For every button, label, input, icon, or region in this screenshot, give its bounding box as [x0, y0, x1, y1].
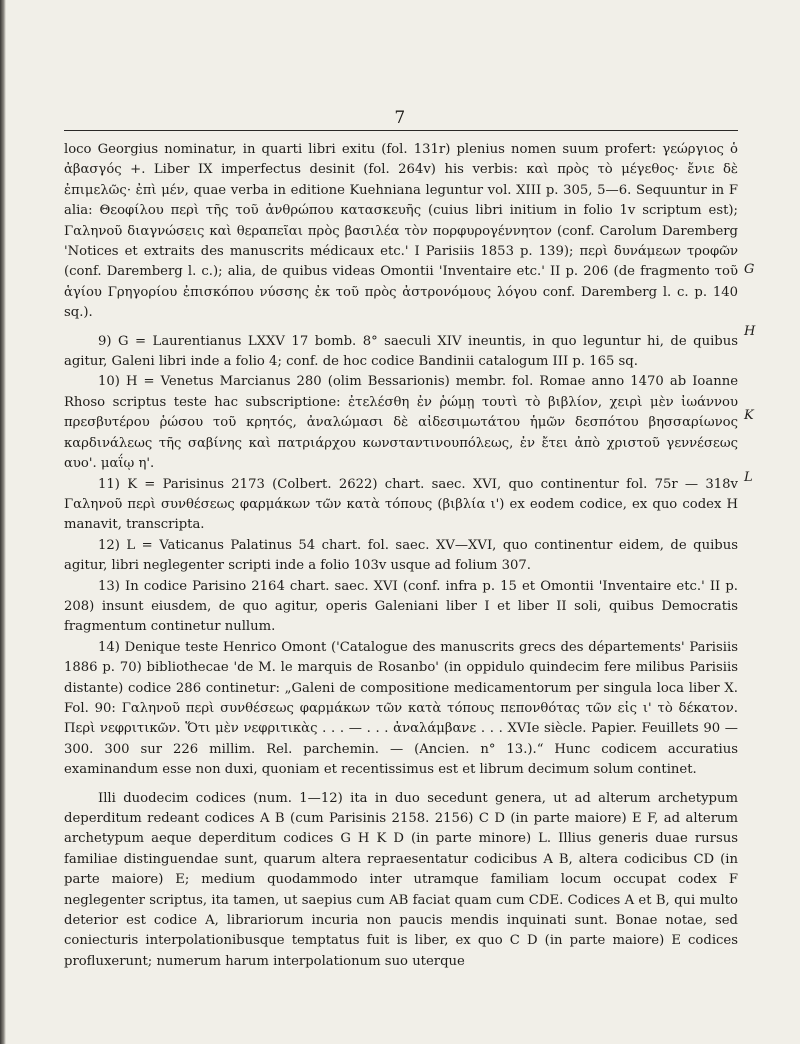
header-rule	[64, 130, 738, 131]
margin-siglum: K	[744, 408, 754, 423]
paragraph-1: loco Georgius nominatur, in quarti libri exitu (fol. 131r) plenius nomen suum profert: γεώργιος ὁ ἀβασγός +. Liber IX imperfectus desinit (fol. 264v) his verbis: καὶ πρὸς τὸ μέγεθος· ἔνιε δὲ ἐπιμελῶς· ἐπὶ μέν, quae verba in editione Kuehniana leguntur vol. XIII p. 305, 5—6. Sequuntur in F alia: Θεοφίλου περὶ τῆς τοῦ ἀνθρώπου κατασκευῆς (cuius libri initium in folio 1v scriptum est); Γαληνοῦ διαγνώσεις καὶ θεραπεῖαι πρὸς βασιλέα τὸν πορφυρογέννητον (conf. Carolum Daremberg 'Notices et extraits des manuscrits médicaux etc.' I Parisiis 1853 p. 139); περὶ δυνάμεων τροφῶν (conf. Daremberg l. c.); alia, de quibus videas Omontii 'Inventaire etc.' II p. 206 (de fragmento τοῦ ἁγίου Γρηγορίου ἐπισκόπου νύσσης ἐκ τοῦ πρὸς ἀστρονόμους λόγου conf. Daremberg l. c. p. 140 sq.).	[64, 142, 738, 321]
page-binding-edge	[0, 0, 6, 1044]
paragraph-7: 14) Denique teste Henrico Omont ('Catalogue des manuscrits grecs des départements' Parisiis 1886 p. 70) bibliothecae 'de M. le marquis de Rosanbo' (in oppidulo quindecim fere milibus Parisiis distante) codice 286 continetur: „Galeni de compositione medicamentorum per singula loca liber X. Fol. 90: Γαληνοῦ περὶ συνθέσεως φαρμάκων τῶν κατὰ τόπους πεπονθότας τῶν εἰς ι' τὸ δέκατον. Περὶ νεφριτικῶν. Ὅτι μὲν νεφριτικὰς . . . — . . . ἀναλάμβανε . . . XVIe siècle. Papier. Feuillets 90 — 300. 300 sur 226 millim. Rel. parchemin. — (Ancien. n° 13.).“ Hunc codicem accuratius examinandum esse non duxi, quoniam et recentissimus est et librum decimum solum continet.	[64, 639, 738, 778]
page-number: 7	[394, 108, 406, 128]
margin-siglum: L	[744, 470, 753, 485]
paragraph-4: 11) K = Parisinus 2173 (Colbert. 2622) chart. saec. XVI, quo continentur fol. 75r — 318v Γαληνοῦ περὶ συνθέσεως φαρμάκων τῶν κατὰ τόπους (βιβλία ι') ex eodem codice, ex quo codex H manavit, transcripta.	[64, 476, 738, 533]
paragraph-5: 12) L = Vaticanus Palatinus 54 chart. fol. saec. XV—XVI, quo continentur eidem, de quibus agitur, libri neglegenter scripti inde a folio 103v usque ad folium 307.	[64, 537, 738, 574]
paragraph-2: 9) G = Laurentianus LXXV 17 bomb. 8° saeculi XIV ineuntis, in quo leguntur hi, de quibus agitur, Galeni libri inde a folio 4; conf. de hoc codice Bandinii catalogum III p. 165 sq.	[64, 333, 738, 370]
paragraph-6: 13) In codice Parisino 2164 chart. saec. XVI (conf. infra p. 15 et Omontii 'Inventaire etc.' II p. 208) insunt eiusdem, de quo agitur, operis Galeniani liber I et liber II soli, quibus Democratis fragmentum continetur nullum.	[64, 578, 738, 635]
paragraph-3: 10) H = Venetus Marcianus 280 (olim Bessarionis) membr. fol. Romae anno 1470 ab Ioanne Rhoso scriptus teste hac subscriptione: ἐτελέσθη ἐν ῥώμῃ τουτὶ τὸ βιβλίον, χειρὶ μὲν ἰωάννου πρεσβυτέρου ῥώσου τοῦ κρητός, ἀναλώμασι δὲ αἰδεσιμωτάτου ἡμῶν δεσπότου βησσαρίωνος καρδινάλεως τῆς σαβίνης καὶ πατριάρχου κωνσταντινουπόλεως, ἐν ἔτει ἀπὸ χριστοῦ γεννέσεως αυο'. μαΐῳ η'.	[64, 374, 738, 472]
main-text	[64, 140, 738, 972]
margin-siglum: H	[744, 324, 756, 339]
paragraph-8: Illi duodecim codices (num. 1—12) ita in duo secedunt genera, ut ad alterum archetypum deperditum redeant codices A B (cum Parisinis 2158. 2156) C D (in parte maiore) E F, ad alterum archetypum aeque deperditum codices G H K D (in parte minore) L. Illius generis duae rursus familiae distinguendae sunt, quarum altera repraesentatur codicibus A B, altera codicibus CD (in parte maiore) E; medium quodammodo inter utramque familiam locum occupat codex F neglegenter scriptus, ita tamen, ut saepius cum AB faciat quam cum CDE. Codices A et B, qui multo deterior est codice A, librariorum incuria non paucis mendis inquinati sunt. Bonae notae, sed coniecturis interpolationibusque temptatus fuit is liber, ex quo C D (in parte maiore) E codices profluxerunt; numerum harum interpolationum suo uterque	[64, 790, 738, 969]
margin-siglum: G	[744, 262, 755, 277]
